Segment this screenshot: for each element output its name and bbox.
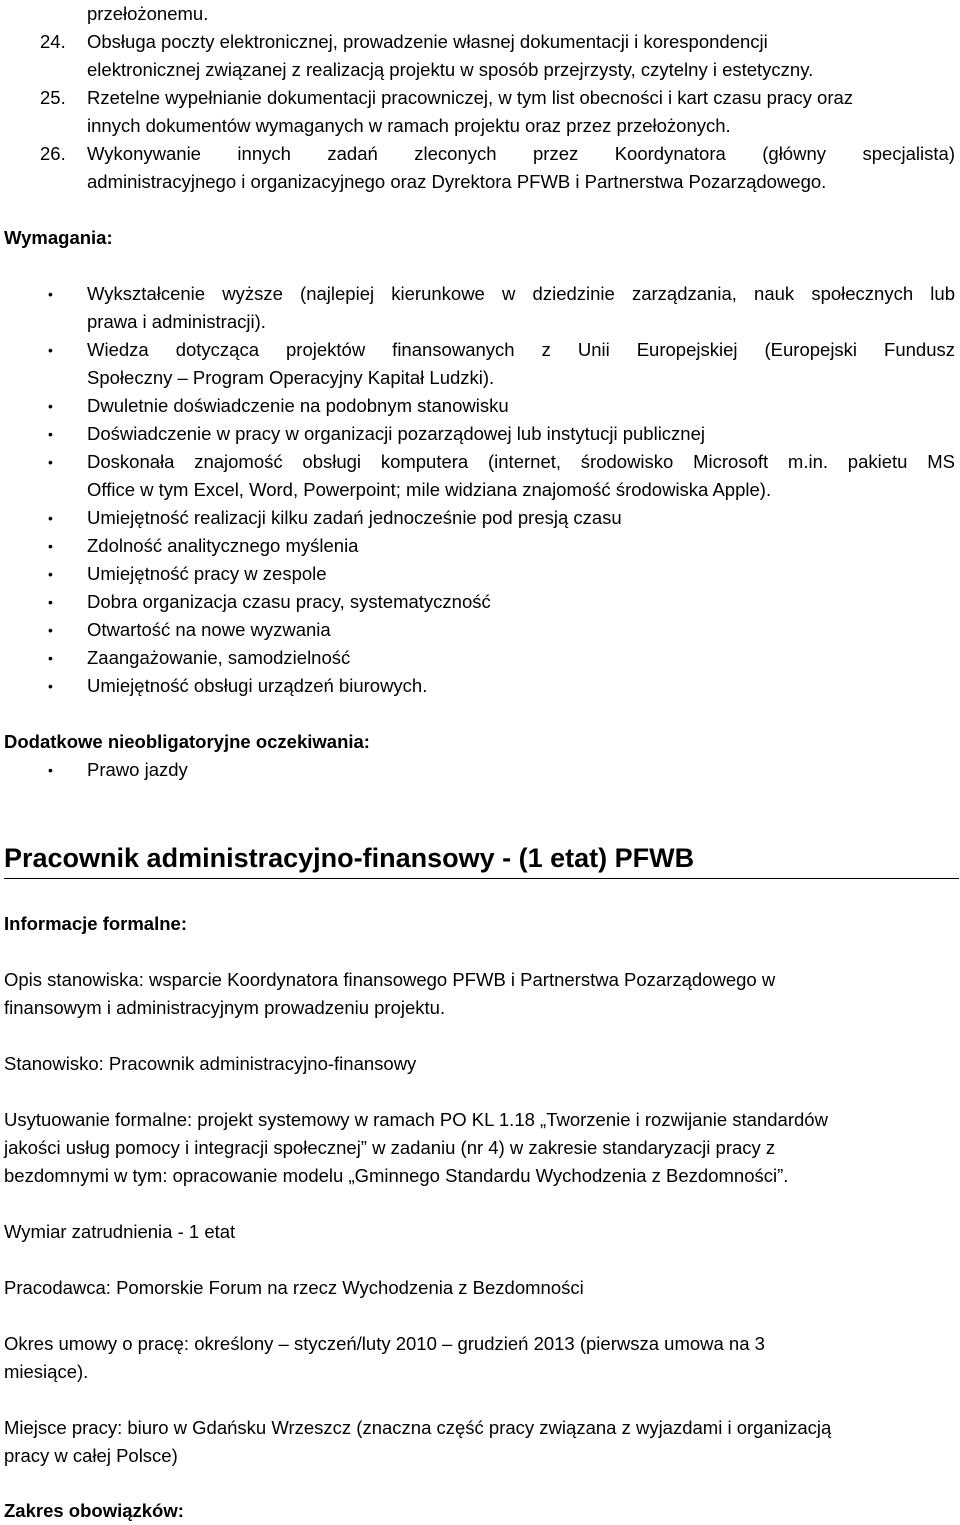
requirement-text-line: Umiejętność realizacji kilku zadań jednocześnie pod presją czasu — [87, 507, 622, 528]
contract-line: Okres umowy o pracę: określony – styczeń/luty 2010 – grudzień 2013 (pierwsza umowa na 3 — [4, 1333, 765, 1354]
requirement-text-line: Dobra organizacja czasu pracy, systematyczność — [87, 591, 491, 612]
bullet-icon: • — [48, 594, 53, 610]
workplace-line: pracy w całej Polsce) — [4, 1445, 178, 1466]
requirement-text-line: Wykształcenie wyższe (najlepiej kierunkowe w dziedzinie zarządzania, nauk społecznych lub — [87, 283, 955, 304]
position-title: Pracownik administracyjno-finansowy - (1 etat) PFWB — [4, 838, 959, 879]
bullet-icon: • — [48, 398, 53, 414]
workplace-line: Miejsce pracy: biuro w Gdańsku Wrzeszcz (znaczna część pracy związana z wyjazdami i organizacją — [4, 1417, 832, 1438]
bullet-icon: • — [48, 510, 53, 526]
bullet-icon: • — [48, 538, 53, 554]
bullet-icon: • — [48, 622, 53, 638]
optional-heading: Dodatkowe nieobligatoryjne oczekiwania: — [4, 731, 370, 752]
description-line: Opis stanowiska: wsparcie Koordynatora finansowego PFWB i Partnerstwa Pozarządowego w — [4, 969, 776, 990]
task-text-line: elektronicznej związanej z realizacją projektu w sposób przejrzysty, czytelny i estetyczny. — [87, 59, 814, 80]
bullet-icon: • — [48, 342, 53, 358]
requirement-text-line: Office w tym Excel, Word, Powerpoint; mile widziana znajomość środowiska Apple). — [87, 479, 772, 500]
employer: Pracodawca: Pomorskie Forum na rzecz Wychodzenia z Bezdomności — [4, 1277, 584, 1298]
requirement-text-line: Doświadczenie w pracy w organizacji pozarządowej lub instytucji publicznej — [87, 423, 705, 444]
requirement-text-line: Doskonała znajomość obsługi komputera (internet, środowisko Microsoft m.in. pakietu MS — [87, 451, 955, 472]
bullet-icon: • — [48, 286, 53, 302]
duties-heading: Zakres obowiązków: — [4, 1500, 184, 1521]
task-text-line: innych dokumentów wymaganych w ramach projektu oraz przez przełożonych. — [87, 115, 731, 136]
formal-info-heading: Informacje formalne: — [4, 913, 187, 934]
requirement-text-line: Wiedza dotycząca projektów finansowanych z Unii Europejskiej (Europejski Fundusz — [87, 339, 955, 360]
bullet-icon: • — [48, 650, 53, 666]
bullet-icon: • — [48, 566, 53, 582]
requirement-text-line: Zdolność analitycznego myślenia — [87, 535, 359, 556]
requirement-text-line: Umiejętność obsługi urządzeń biurowych. — [87, 675, 428, 696]
employment-scope: Wymiar zatrudnienia - 1 etat — [4, 1221, 236, 1242]
placement-line: bezdomnymi w tym: opracowanie modelu „Gminnego Standardu Wychodzenia z Bezdomności”. — [4, 1165, 789, 1186]
bullet-icon: • — [48, 426, 53, 442]
placement-line: jakości usług pomocy i integracji społecznej” w zadaniu (nr 4) w zakresie standaryzacji pracy z — [4, 1137, 776, 1158]
task-text-line: Wykonywanie innych zadań zleconych przez Koordynatora (główny specjalista) — [87, 143, 955, 164]
requirement-text-line: Umiejętność pracy w zespole — [87, 563, 327, 584]
requirement-text-line: prawa i administracji). — [87, 311, 266, 332]
task-number: 24. — [40, 31, 66, 52]
optional-text: Prawo jazdy — [87, 759, 188, 780]
requirement-text-line: Dwuletnie doświadczenie na podobnym stanowisku — [87, 395, 509, 416]
description-line: finansowym i administracyjnym prowadzeniu projektu. — [4, 997, 446, 1018]
task-text-line: Rzetelne wypełnianie dokumentacji pracowniczej, w tym list obecności i kart czasu pracy oraz — [87, 87, 854, 108]
requirement-text-line: Zaangażowanie, samodzielność — [87, 647, 351, 668]
placement-line: Usytuowanie formalne: projekt systemowy w ramach PO KL 1.18 „Tworzenie i rozwijanie standardów — [4, 1109, 828, 1130]
requirement-text-line: Otwartość na nowe wyzwania — [87, 619, 331, 640]
post-name: Stanowisko: Pracownik administracyjno-finansowy — [4, 1053, 417, 1074]
task-number: 26. — [40, 143, 66, 164]
bullet-icon: • — [48, 762, 53, 778]
task-text-line: Obsługa poczty elektronicznej, prowadzenie własnej dokumentacji i korespondencji — [87, 31, 768, 52]
task-text-line: administracyjnego i organizacyjnego oraz Dyrektora PFWB i Partnerstwa Pozarządowego. — [87, 171, 827, 192]
task-number: 25. — [40, 87, 66, 108]
requirements-heading: Wymagania: — [4, 227, 113, 248]
bullet-icon: • — [48, 454, 53, 470]
task-continuation: przełożonemu. — [87, 3, 209, 24]
bullet-icon: • — [48, 678, 53, 694]
requirement-text-line: Społeczny – Program Operacyjny Kapitał Ludzki). — [87, 367, 495, 388]
contract-line: miesiące). — [4, 1361, 89, 1382]
